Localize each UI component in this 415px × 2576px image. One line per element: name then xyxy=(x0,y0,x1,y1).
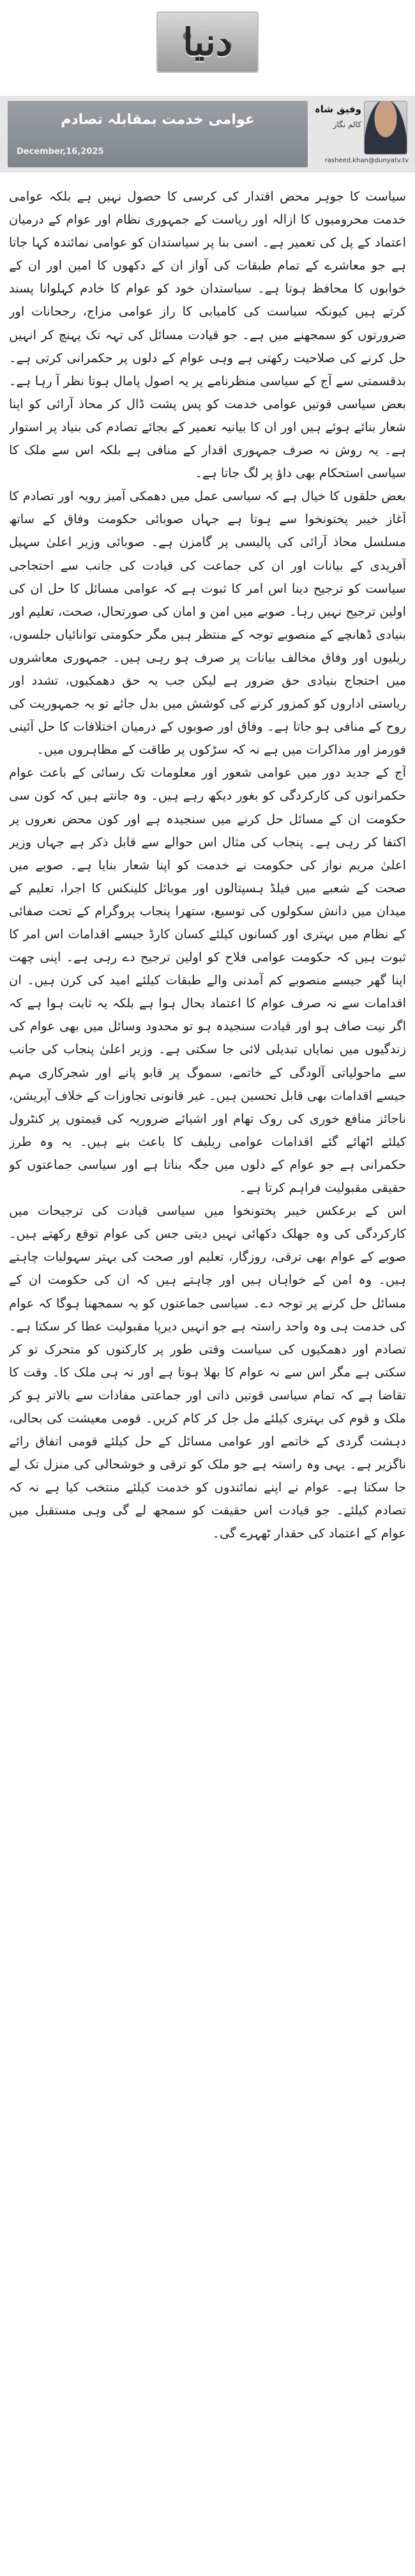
column-date: December,16,2025 xyxy=(17,147,104,156)
author-email: rasheed.khan@dunyatv.tv xyxy=(324,157,409,164)
article-body xyxy=(9,185,406,2561)
author-avatar xyxy=(364,101,407,155)
author-name: وفیق شاہ xyxy=(314,103,361,115)
masthead xyxy=(0,0,415,96)
article-paragraph: بعض حلقوں کا خیال ہے کہ سیاسی عمل میں دھمکی آمیز رویہ اور تصادم کا آغاز خیبر پختونخوا سے ہوتا ہے جہاں صوبائی حکومت وفاق کے ساتھ مسلسل محاذ آرائی کی پالیسی پر گامزن ہے۔ صوبائی وزیر اعلیٰ سہیل آفریدی کے بیانات اور ان کی جماعت کی قیادت کی جانب سے احتجاجی سیاست کو ترجیح دینا اس امر کا ثبوت ہے کہ عوامی مسائل کا حل ان کی اولین ترجیح نہیں رہا۔ صوبے میں امن و امان کی صورتحال، صحت، تعلیم اور بنیادی ڈھانچے کے منصوبے توجہ کے منتظر ہیں مگر حکومتی توانائیاں جلسوں، ریلیوں اور وفاق مخالف بیانات پر صرف ہو رہی ہیں۔ جمہوری معاشروں میں احتجاج بنیادی حق ضرور ہے لیکن جب یہ حق دھمکیوں، تشدد اور ریاستی اداروں کو کمزور کرنے کی کوشش میں بدل جائے تو یہ جمہوریت کی روح کے منافی ہو جاتا ہے۔ وفاق اور صوبوں کے درمیان اختلافات کا حل آئینی فورمز اور مذاکرات میں ہے نہ کہ سڑکوں پر طاقت کے مظاہروں میں۔ xyxy=(9,489,406,758)
article-paragraph: اس کے برعکس خیبر پختونخوا میں سیاسی قیادت کی ترجیحات میں کارکردگی کی وہ جھلک دکھائی نہیں دیتی جس کی عوام توقع رکھتے ہیں۔ صوبے کے عوام بھی ترقی، روزگار، تعلیم اور صحت کی بہتر سہولیات چاہتے ہیں۔ وہ امن کے خواہاں ہیں اور چاہتے ہیں کہ ان کی حکومت ان کے مسائل حل کرنے پر توجہ دے۔ سیاسی جماعتوں کو یہ سمجھنا ہوگا کہ عوام کی خدمت ہی وہ واحد راستہ ہے جو انہیں دیرپا مقبولیت عطا کر سکتا ہے۔ تصادم اور دھمکیوں کی سیاست وقتی طور پر کارکنوں کو متحرک تو کر سکتی ہے مگر اس سے نہ عوام کا بھلا ہوتا ہے اور نہ ہی ملک کا۔ وقت کا تقاضا ہے کہ تمام سیاسی قوتیں ذاتی اور جماعتی مفادات سے بالاتر ہو کر ملک و قوم کی بہتری کیلئے مل جل کر کام کریں۔ قومی معیشت کی بحالی، دہشت گردی کے خاتمے اور عوامی مسائل کے حل کیلئے قومی اتفاق رائے ناگزیر ہے۔ یہی وہ راستہ ہے جو ملک کو ترقی و خوشحالی کی منزل تک لے جا سکتا ہے۔ عوام نے اپنے نمائندوں کو خدمت کیلئے منتخب کیا ہے نہ کہ تصادم کیلئے۔ جو قیادت اس حقیقت کو سمجھ لے گی وہی مستقبل میں عوام کے اعتماد کی حقدار ٹھہرے گی۔ xyxy=(9,1203,406,1541)
author-box xyxy=(314,98,409,170)
article-paragraph: سیاست کا جوہر محض اقتدار کی کرسی کا حصول نہیں ہے بلکہ عوامی خدمت محرومیوں کا ازالہ اور ریاست کے جمہوری نظام اور عوام کے درمیان اعتماد کے پل کی تعمیر ہے۔ اسی بنا پر سیاستدان کو عوامی نمائندہ کہا جاتا ہے جو معاشرے کے تمام طبقات کی آواز ان کے دکھوں کا امین اور ان کے خوابوں کا محافظ ہوتا ہے۔ سیاستدان خود کو عوام کا خادم کہلوانا پسند کرتے ہیں کیونکہ سیاست کی کامیابی کا راز عوامی مزاج، رجحانات اور ضرورتوں کو سمجھنے میں ہے۔ جو قیادت مسائل کی تہہ تک پہنچ کر انہیں حل کرنے کی صلاحیت رکھتی ہے وہی عوام کے دلوں پر حکمرانی کرتی ہے۔ بدقسمتی سے آج کے سیاسی منظرنامے پر یہ اصول پامال ہوتا نظر آ رہا ہے۔ بعض سیاسی قوتیں عوامی خدمت کو پس پشت ڈال کر محاذ آرائی کو اپنا شعار بنائے ہوئے ہیں اور ان کا بیانیہ تعمیر کے بجائے تصادم کی بنیاد پر استوار ہے۔ یہ روش نہ صرف جمہوری اقدار کے منافی ہے بلکہ اس سے ملک کا سیاسی استحکام بھی داؤ پر لگ جاتا ہے۔ xyxy=(9,189,406,481)
newspaper-logo xyxy=(156,11,259,73)
column-title: عوامی خدمت بمقابلہ تصادم xyxy=(61,112,255,128)
author-role: کالم نگار xyxy=(333,120,361,129)
article-paragraph: آج کے جدید دور میں عوامی شعور اور معلومات تک رسائی کے باعث عوام حکمرانوں کی کارکردگی کو بغور دیکھ رہے ہیں۔ وہ جانتے ہیں کہ کون سی حکومت ان کے مسائل حل کرنے میں سنجیدہ ہے اور کون محض نعروں پر اکتفا کر رہی ہے۔ پنجاب کی مثال اس حوالے سے قابل ذکر ہے جہاں وزیر اعلیٰ مریم نواز کی حکومت نے خدمت کو اپنا شعار بنایا ہے۔ صوبے میں صحت کے شعبے میں فیلڈ ہسپتالوں اور موبائل کلینکس کا اجرا، تعلیم کے میدان میں دانش سکولوں کی توسیع، ستھرا پنجاب پروگرام کے تحت صفائی کے نظام میں بہتری اور کسانوں کیلئے کسان کارڈ جیسے اقدامات اس امر کا ثبوت ہیں کہ حکومت عوامی فلاح کو اولین ترجیح دے رہی ہے۔ اپنی چھت اپنا گھر جیسے منصوبے کم آمدنی والے طبقات کیلئے امید کی کرن ہیں۔ ان اقدامات سے نہ صرف عوام کا اعتماد بحال ہوا ہے بلکہ یہ ثابت ہوا ہے کہ اگر نیت صاف ہو اور قیادت سنجیدہ ہو تو محدود وسائل میں بھی عوام کی زندگیوں میں نمایاں تبدیلی لائی جا سکتی ہے۔ وزیر اعلیٰ پنجاب کی جانب سے ماحولیاتی آلودگی کے خاتمے، سموگ پر قابو پانے اور شجرکاری مہم جیسے اقدامات بھی قابل تحسین ہیں۔ غیر قانونی تجاوزات کے خلاف آپریشن، ناجائز منافع خوری کی روک تھام اور اشیائے ضروریہ کی قیمتوں پر کنٹرول کیلئے اٹھائے گئے اقدامات عوامی ریلیف کا باعث بنے ہیں۔ یہ وہ طرز حکمرانی ہے جو عوام کے دلوں میں جگہ بناتا ہے اور سیاسی جماعتوں کو حقیقی مقبولیت فراہم کرتا ہے۔ xyxy=(9,765,406,1196)
logo-text: دنیا xyxy=(183,20,232,64)
title-panel xyxy=(8,101,308,167)
